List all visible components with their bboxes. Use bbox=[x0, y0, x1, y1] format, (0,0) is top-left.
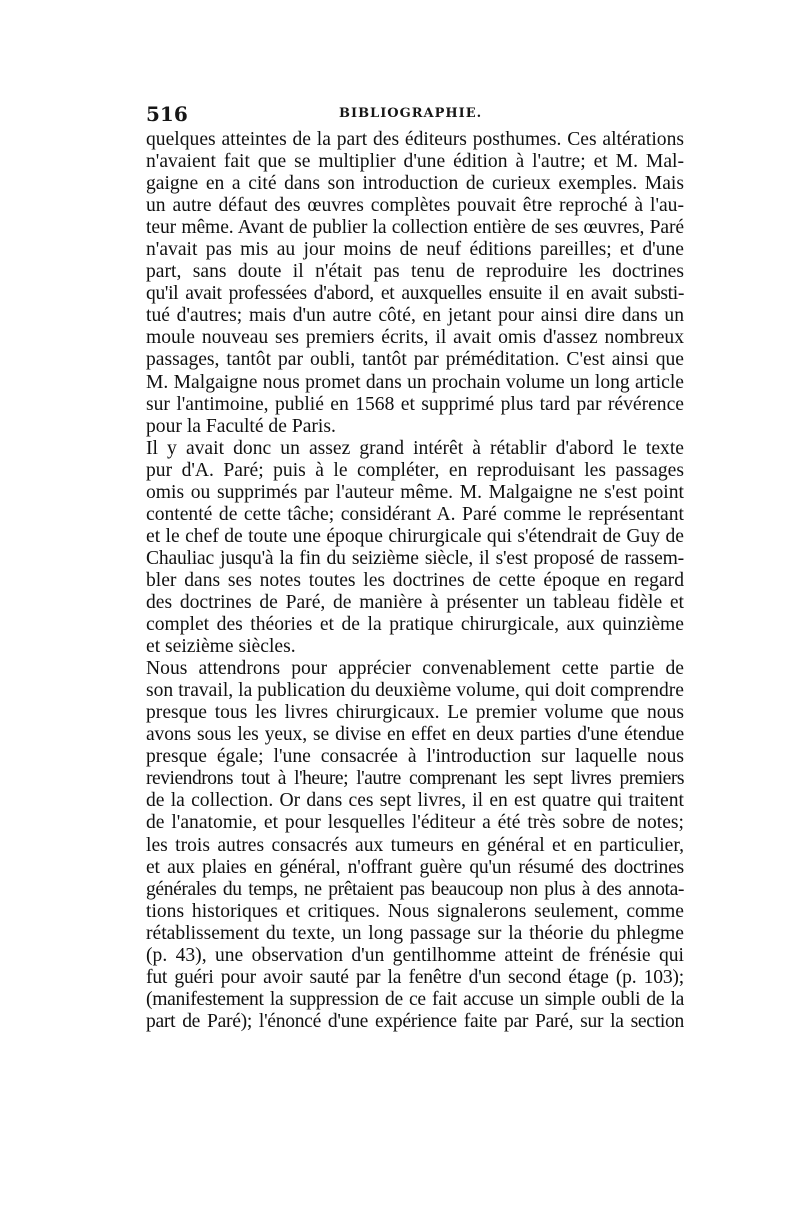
text-line: part de Paré); l'énoncé d'une expérience faite par Paré, sur la section bbox=[146, 1010, 684, 1032]
text-line: fut guéri pour avoir sauté par la fenêtre d'un second étage (p. 103); bbox=[146, 966, 684, 988]
text-line: rétablissement du texte, un long passage sur la théorie du phlegme bbox=[146, 922, 684, 944]
text-line: et seizième siècles. bbox=[146, 636, 296, 658]
text-line: reviendrons tout à l'heure; l'autre comprenant les sept livres premiers bbox=[146, 768, 684, 790]
text-line: de la collection. Or dans ces sept livres, il en est quatre qui traitent bbox=[146, 790, 684, 812]
text-line: son travail, la publication du deuxième volume, qui doit comprendre bbox=[146, 680, 684, 702]
text-line: moule nouveau ses premiers écrits, il avait omis d'assez nombreux bbox=[146, 327, 684, 349]
text-line: de l'anatomie, et pour lesquelles l'éditeur a été très sobre de notes; bbox=[146, 812, 684, 834]
paragraph-2 bbox=[146, 438, 684, 658]
page-header bbox=[146, 102, 684, 126]
text-line: contenté de cette tâche; considérant A. Paré comme le représentant bbox=[146, 503, 684, 525]
text-line: générales du temps, ne prêtaient pas beaucoup non plus à des annota- bbox=[146, 878, 684, 900]
text-line: sur l'antimoine, publié en 1568 et supprimé plus tard par révérence bbox=[146, 393, 684, 415]
page-number: 516 bbox=[146, 102, 188, 126]
text-line: gaigne en a cité dans son introduction de curieux exemples. Mais bbox=[146, 173, 684, 195]
text-line: tions historiques et critiques. Nous signalerons seulement, comme bbox=[146, 900, 684, 922]
text-line: Chauliac jusqu'à la fin du seizième siècle, il s'est proposé de rassem- bbox=[146, 547, 684, 569]
text-line: teur même. Avant de publier la collection entière de ses œuvres, Paré bbox=[146, 217, 684, 239]
text-line: qu'il avait professées d'abord, et auxquelles ensuite il en avait substi- bbox=[146, 283, 684, 305]
text-line: n'avait pas mis au jour moins de neuf éditions pareilles; et d'une bbox=[146, 239, 684, 261]
text-line: et aux plaies en général, n'offrant guère qu'un résumé des doctrines bbox=[146, 856, 684, 878]
text-line: passages, tantôt par oubli, tantôt par préméditation. C'est ainsi que bbox=[146, 349, 684, 371]
text-line: Nous attendrons pour apprécier convenablement cette partie de bbox=[146, 658, 684, 680]
text-line: bler dans ses notes toutes les doctrines de cette époque en regard bbox=[146, 569, 684, 591]
text-line: quelques atteintes de la part des éditeurs posthumes. Ces altérations bbox=[146, 129, 684, 150]
text-line: part, sans doute il n'était pas tenu de reproduire les doctrines bbox=[146, 261, 684, 283]
text-line: pur d'A. Paré; puis à le compléter, en reproduisant les passages bbox=[146, 459, 684, 481]
text-line: avons sous les yeux, se divise en effet en deux parties d'une étendue bbox=[146, 724, 684, 746]
running-title: BIBLIOGRAPHIE. bbox=[339, 106, 483, 121]
text-line: les trois autres consacrés aux tumeurs en général et en particulier, bbox=[146, 834, 684, 856]
text-line: des doctrines de Paré, de manière à présenter un tableau fidèle et bbox=[146, 591, 684, 613]
text-line: (manifestement la suppression de ce fait accuse un simple oubli de la bbox=[146, 988, 684, 1010]
text-line: (p. 43), une observation d'un gentilhomme atteint de frénésie qui bbox=[146, 944, 684, 966]
text-line: n'avaient fait que se multiplier d'une édition à l'autre; et M. Mal- bbox=[146, 151, 684, 173]
text-line: un autre défaut des œuvres complètes pouvait être reproché à l'au- bbox=[146, 195, 684, 217]
text-line: complet des théories et de la pratique chirurgicale, aux quinzième bbox=[146, 614, 684, 636]
paragraph-1 bbox=[146, 129, 684, 438]
text-line: presque égale; l'une consacrée à l'introduction sur laquelle nous bbox=[146, 746, 684, 768]
text-line: presque tous les livres chirurgicaux. Le premier volume que nous bbox=[146, 702, 684, 724]
paragraph-3 bbox=[146, 658, 684, 1033]
text-line: omis ou supprimés par l'auteur même. M. Malgaigne ne s'est point bbox=[146, 481, 684, 503]
text-line: tué d'autres; mais d'un autre côté, en jetant pour ainsi dire dans un bbox=[146, 305, 684, 327]
text-line: Il y avait donc un assez grand intérêt à rétablir d'abord le texte bbox=[146, 437, 684, 459]
text-line: M. Malgaigne nous promet dans un prochain volume un long article bbox=[146, 371, 684, 393]
text-line: pour la Faculté de Paris. bbox=[146, 415, 336, 437]
text-line: et le chef de toute une époque chirurgicale qui s'étendrait de Guy de bbox=[146, 525, 684, 547]
body-text bbox=[146, 129, 684, 1033]
